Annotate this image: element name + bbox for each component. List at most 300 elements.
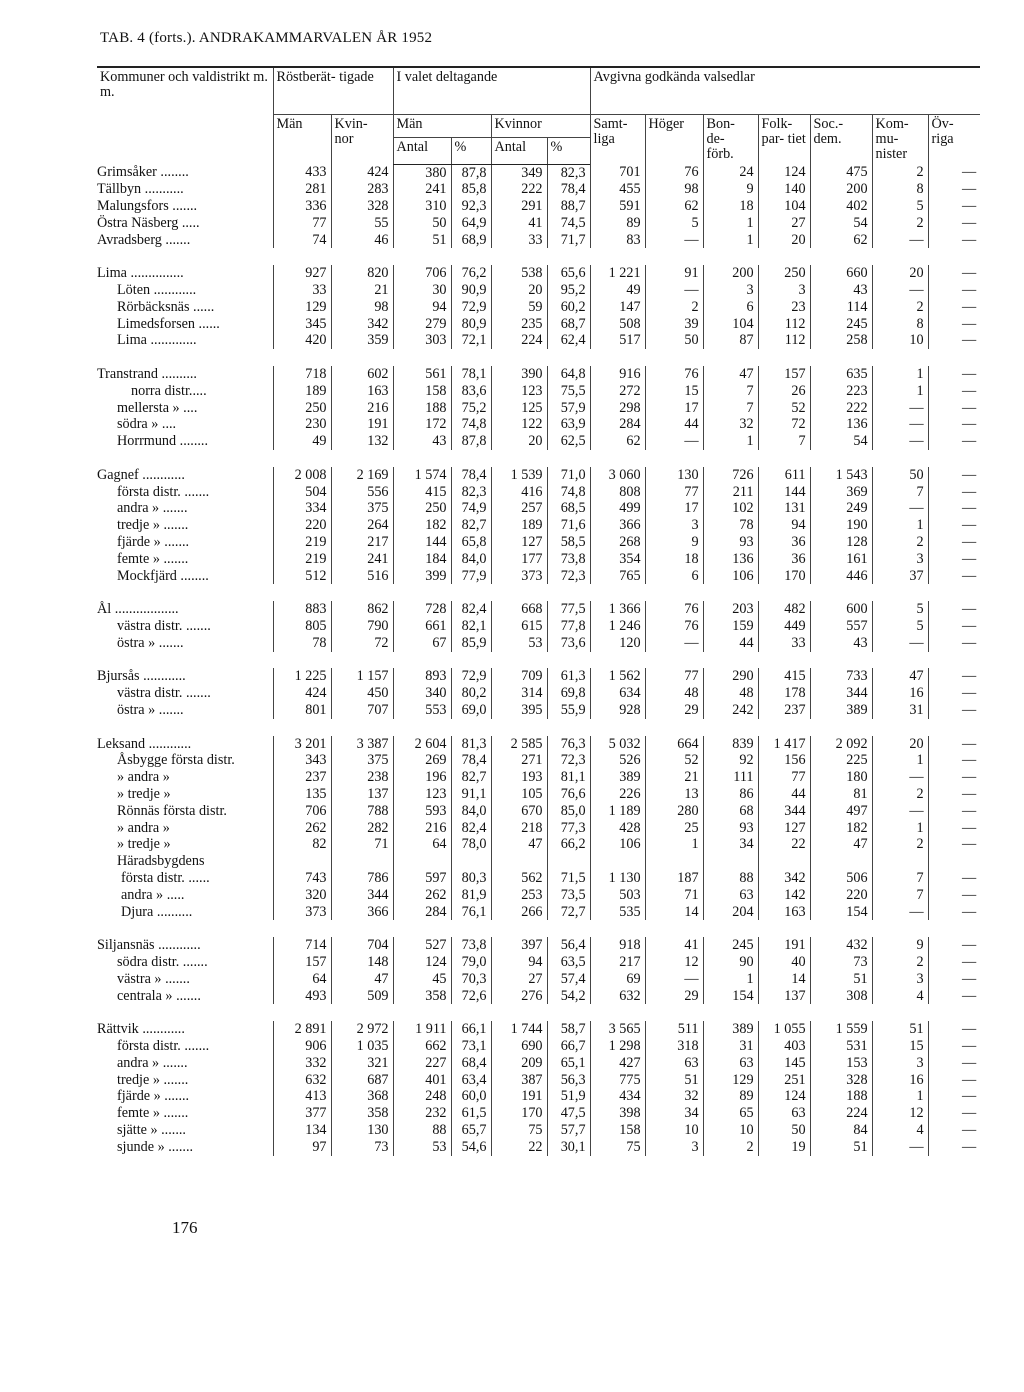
cell-deltag-kvinnor-pct: 73,5: [547, 887, 590, 904]
cell-ovriga: —: [928, 316, 980, 333]
district-name: Malungsfors .......: [97, 198, 198, 215]
cell-bondeforb: 3: [703, 282, 758, 299]
cell-hoger: 76: [645, 601, 703, 618]
cell-folkpartiet: 20: [758, 232, 810, 249]
cell-kvinnor: 424: [331, 164, 393, 181]
cell-man: 3 201: [273, 736, 331, 753]
cell-socdem: 47: [810, 836, 872, 853]
table-row: [97, 820, 980, 837]
cell-deltag-man-antal: 144: [393, 534, 451, 551]
cell-deltag-kvinnor-antal: 125: [491, 400, 547, 417]
cell-folkpartiet: 104: [758, 198, 810, 215]
cell-socdem: 153: [810, 1055, 872, 1072]
cell-socdem: 635: [810, 366, 872, 383]
cell-deltag-kvinnor-antal: 1 539: [491, 467, 547, 484]
cell-man: 134: [273, 1122, 331, 1139]
cell-kommunister: —: [872, 433, 928, 450]
table-row: [97, 181, 980, 198]
cell-hoger: 10: [645, 1122, 703, 1139]
district-name: andra » .......: [117, 500, 188, 517]
cell-bondeforb: 87: [703, 332, 758, 349]
cell-man: 805: [273, 618, 331, 635]
cell-kommunister: 2: [872, 786, 928, 803]
cell-samtliga: 3 565: [590, 1021, 645, 1038]
cell-socdem: 249: [810, 500, 872, 517]
cell-socdem: 220: [810, 887, 872, 904]
cell-kommunister: 12: [872, 1105, 928, 1122]
spacer-cell: [97, 719, 980, 736]
cell-hoger: 39: [645, 316, 703, 333]
cell-deltag-man-pct: 82,7: [451, 517, 491, 534]
spacer-cell: [97, 920, 980, 937]
district-name: Häradsbygdens: [117, 853, 205, 870]
cell-man: 1 225: [273, 668, 331, 685]
cell-deltag-kvinnor-pct: 58,7: [547, 1021, 590, 1038]
cell-hoger: [645, 853, 703, 870]
table-row: [97, 433, 980, 450]
table-row: [97, 618, 980, 635]
cell-deltag-man-pct: 73,1: [451, 1038, 491, 1055]
cell-man: 219: [273, 551, 331, 568]
cell-deltag-man-antal: 284: [393, 904, 451, 921]
cell-samtliga: 83: [590, 232, 645, 249]
cell-samtliga: 503: [590, 887, 645, 904]
cell-deltag-man-antal: 728: [393, 601, 451, 618]
cell-kommunister: 16: [872, 685, 928, 702]
cell-deltag-kvinnor-antal: 670: [491, 803, 547, 820]
cell-samtliga: 455: [590, 181, 645, 198]
cell-socdem: 2 092: [810, 736, 872, 753]
cell-bondeforb: 68: [703, 803, 758, 820]
cell-deltag-man-pct: 74,9: [451, 500, 491, 517]
cell-kommunister: —: [872, 769, 928, 786]
cell-bondeforb: 159: [703, 618, 758, 635]
cell-ovriga: —: [928, 265, 980, 282]
table-row: [97, 904, 980, 921]
cell-socdem: 43: [810, 635, 872, 652]
district-name: Östra Näsberg .....: [97, 214, 200, 231]
cell-kommunister: 4: [872, 1122, 928, 1139]
cell-deltag-kvinnor-antal: 615: [491, 618, 547, 635]
cell-deltag-kvinnor-antal: 59: [491, 299, 547, 316]
cell-ovriga: —: [928, 971, 980, 988]
cell-bondeforb: 24: [703, 164, 758, 181]
cell-kommunister: 7: [872, 870, 928, 887]
cell-deltag-kvinnor-antal: 253: [491, 887, 547, 904]
cell-folkpartiet: 3: [758, 282, 810, 299]
cell-kommunister: 31: [872, 702, 928, 719]
district-name: andra » .....: [121, 886, 185, 903]
cell-ovriga: —: [928, 366, 980, 383]
cell-hoger: 12: [645, 954, 703, 971]
cell-kommunister: 9: [872, 937, 928, 954]
cell-samtliga: 701: [590, 164, 645, 181]
cell-kvinnor: 98: [331, 299, 393, 316]
cell-samtliga: 69: [590, 971, 645, 988]
cell-ovriga: —: [928, 786, 980, 803]
cell-kommunister: 2: [872, 954, 928, 971]
header-kvinnor-short: Kvin- nor: [331, 115, 393, 165]
cell-deltag-man-pct: 72,1: [451, 332, 491, 349]
cell-bondeforb: 389: [703, 1021, 758, 1038]
table-row: [97, 971, 980, 988]
district-name: första distr. .......: [117, 1037, 210, 1054]
header-pct-kvinnor: %: [547, 138, 590, 164]
cell-deltag-man-pct: 64,9: [451, 215, 491, 232]
cell-folkpartiet: 1 055: [758, 1021, 810, 1038]
table-row: [97, 937, 980, 954]
district-name: femte » .......: [117, 1105, 189, 1122]
cell-deltag-kvinnor-pct: 72,3: [547, 568, 590, 585]
district-name: andra » .......: [117, 1054, 188, 1071]
cell-deltag-man-pct: 87,8: [451, 164, 491, 181]
cell-man: 334: [273, 500, 331, 517]
cell-man: 718: [273, 366, 331, 383]
cell-hoger: 91: [645, 265, 703, 282]
cell-ovriga: —: [928, 400, 980, 417]
cell-deltag-kvinnor-pct: 73,8: [547, 551, 590, 568]
cell-folkpartiet: 36: [758, 534, 810, 551]
cell-hoger: 15: [645, 383, 703, 400]
cell-folkpartiet: 251: [758, 1072, 810, 1089]
cell-deltag-man-antal: 310: [393, 198, 451, 215]
spacer-cell: [97, 584, 980, 601]
cell-man: 2 891: [273, 1021, 331, 1038]
cell-socdem: 114: [810, 299, 872, 316]
cell-deltag-kvinnor-antal: 271: [491, 752, 547, 769]
cell-kvinnor: 820: [331, 265, 393, 282]
district-name: första distr. ......: [121, 869, 210, 886]
cell-ovriga: —: [928, 484, 980, 501]
cell-ovriga: —: [928, 820, 980, 837]
cell-deltag-man-pct: 85,8: [451, 181, 491, 198]
cell-ovriga: —: [928, 534, 980, 551]
district-name: Djura ..........: [121, 903, 193, 920]
cell-samtliga: 434: [590, 1088, 645, 1105]
cell-deltag-kvinnor-pct: 77,8: [547, 618, 590, 635]
cell-deltag-man-antal: 188: [393, 400, 451, 417]
district-name: Ål ..................: [97, 601, 179, 618]
cell-samtliga: 517: [590, 332, 645, 349]
cell-socdem: 328: [810, 1072, 872, 1089]
cell-deltag-kvinnor-antal: 690: [491, 1038, 547, 1055]
cell-hoger: 1: [645, 836, 703, 853]
cell-folkpartiet: 342: [758, 870, 810, 887]
district-name: Gagnef ............: [97, 466, 185, 483]
cell-ovriga: —: [928, 1072, 980, 1089]
table-row: [97, 702, 980, 719]
cell-man: 281: [273, 181, 331, 198]
cell-bondeforb: 1: [703, 971, 758, 988]
cell-folkpartiet: 144: [758, 484, 810, 501]
cell-samtliga: 1 366: [590, 601, 645, 618]
cell-ovriga: —: [928, 1105, 980, 1122]
cell-bondeforb: 726: [703, 467, 758, 484]
cell-deltag-man-pct: 73,8: [451, 937, 491, 954]
cell-deltag-kvinnor-antal: 397: [491, 937, 547, 954]
cell-deltag-man-pct: 78,1: [451, 366, 491, 383]
cell-samtliga: 226: [590, 786, 645, 803]
cell-kvinnor: 707: [331, 702, 393, 719]
cell-ovriga: —: [928, 769, 980, 786]
header-rostberattigade: Röstberät- tigade: [273, 67, 393, 115]
cell-man: 129: [273, 299, 331, 316]
district-name: östra » .......: [117, 634, 184, 651]
cell-kvinnor: 2 169: [331, 467, 393, 484]
cell-samtliga: 49: [590, 282, 645, 299]
cell-deltag-man-antal: 561: [393, 366, 451, 383]
cell-deltag-man-antal: 893: [393, 668, 451, 685]
cell-deltag-man-pct: 82,4: [451, 820, 491, 837]
cell-deltag-kvinnor-pct: 61,3: [547, 668, 590, 685]
cell-samtliga: 389: [590, 769, 645, 786]
cell-folkpartiet: [758, 853, 810, 870]
cell-hoger: —: [645, 282, 703, 299]
cell-socdem: 51: [810, 1139, 872, 1156]
cell-deltag-kvinnor-antal: 395: [491, 702, 547, 719]
cell-socdem: 1 543: [810, 467, 872, 484]
cell-deltag-man-antal: 50: [393, 215, 451, 232]
district-name: Horrmund ........: [117, 433, 209, 450]
cell-kvinnor: 509: [331, 988, 393, 1005]
cell-deltag-man-antal: 340: [393, 685, 451, 702]
cell-socdem: 190: [810, 517, 872, 534]
table-row: [97, 1038, 980, 1055]
cell-ovriga: —: [928, 1139, 980, 1156]
cell-hoger: 48: [645, 685, 703, 702]
cell-samtliga: 808: [590, 484, 645, 501]
cell-kommunister: —: [872, 500, 928, 517]
table-row: [97, 416, 980, 433]
cell-kommunister: 16: [872, 1072, 928, 1089]
cell-man: 33: [273, 282, 331, 299]
cell-kvinnor: 3 387: [331, 736, 393, 753]
cell-folkpartiet: 344: [758, 803, 810, 820]
header-bondeforb: Bon- de- förb.: [703, 115, 758, 165]
cell-samtliga: 75: [590, 1139, 645, 1156]
cell-deltag-man-antal: 227: [393, 1055, 451, 1072]
cell-deltag-kvinnor-pct: 88,7: [547, 198, 590, 215]
cell-samtliga: 526: [590, 752, 645, 769]
cell-deltag-man-pct: 78,4: [451, 467, 491, 484]
cell-samtliga: 89: [590, 215, 645, 232]
cell-kvinnor: 216: [331, 400, 393, 417]
cell-kommunister: 3: [872, 551, 928, 568]
cell-man: 250: [273, 400, 331, 417]
cell-deltag-kvinnor-antal: 22: [491, 1139, 547, 1156]
cell-kommunister: 2: [872, 836, 928, 853]
cell-hoger: 29: [645, 988, 703, 1005]
cell-ovriga: —: [928, 836, 980, 853]
cell-samtliga: 1 221: [590, 265, 645, 282]
cell-ovriga: —: [928, 601, 980, 618]
cell-kommunister: 2: [872, 215, 928, 232]
district-name: Rörbäcksnäs ......: [117, 298, 215, 315]
cell-bondeforb: 136: [703, 551, 758, 568]
cell-socdem: 733: [810, 668, 872, 685]
cell-deltag-kvinnor-pct: 66,7: [547, 1038, 590, 1055]
cell-kommunister: —: [872, 400, 928, 417]
cell-deltag-kvinnor-antal: 127: [491, 534, 547, 551]
cell-man: 345: [273, 316, 331, 333]
cell-ovriga: —: [928, 332, 980, 349]
cell-kommunister: 1: [872, 752, 928, 769]
header-deltagande: I valet deltagande: [393, 67, 590, 115]
cell-hoger: 76: [645, 366, 703, 383]
cell-deltag-kvinnor-antal: 709: [491, 668, 547, 685]
district-name: mellersta » ....: [117, 399, 198, 416]
cell-ovriga: —: [928, 618, 980, 635]
district-name: femte » .......: [117, 550, 189, 567]
cell-folkpartiet: 94: [758, 517, 810, 534]
cell-socdem: 245: [810, 316, 872, 333]
cell-kommunister: 1: [872, 383, 928, 400]
cell-kommunister: —: [872, 904, 928, 921]
cell-deltag-kvinnor-antal: 20: [491, 282, 547, 299]
district-name: » tredje »: [117, 836, 171, 853]
cell-deltag-kvinnor-pct: 74,5: [547, 215, 590, 232]
cell-hoger: 2: [645, 299, 703, 316]
row-spacer: [97, 1004, 980, 1021]
cell-bondeforb: 34: [703, 836, 758, 853]
cell-man: 906: [273, 1038, 331, 1055]
cell-samtliga: 775: [590, 1072, 645, 1089]
cell-deltag-kvinnor-antal: 416: [491, 484, 547, 501]
cell-hoger: —: [645, 635, 703, 652]
cell-man: 74: [273, 232, 331, 249]
cell-deltag-kvinnor-antal: 53: [491, 635, 547, 652]
cell-kommunister: 3: [872, 971, 928, 988]
district-name: Rönnäs första distr.: [117, 802, 227, 819]
cell-samtliga: 62: [590, 433, 645, 450]
cell-deltag-kvinnor-antal: 235: [491, 316, 547, 333]
cell-samtliga: 3 060: [590, 467, 645, 484]
district-name: tredje » .......: [117, 1071, 189, 1088]
cell-samtliga: 508: [590, 316, 645, 333]
cell-deltag-man-pct: 72,6: [451, 988, 491, 1005]
cell-folkpartiet: 237: [758, 702, 810, 719]
cell-samtliga: 158: [590, 1122, 645, 1139]
cell-kommunister: 7: [872, 887, 928, 904]
cell-kvinnor: 375: [331, 752, 393, 769]
cell-socdem: 84: [810, 1122, 872, 1139]
cell-deltag-man-antal: 415: [393, 484, 451, 501]
cell-kvinnor: 687: [331, 1072, 393, 1089]
cell-folkpartiet: 137: [758, 988, 810, 1005]
header-ovriga: Öv- riga: [928, 115, 980, 165]
cell-deltag-man-pct: 78,0: [451, 836, 491, 853]
cell-bondeforb: 203: [703, 601, 758, 618]
cell-deltag-kvinnor-pct: 76,3: [547, 736, 590, 753]
cell-socdem: 225: [810, 752, 872, 769]
cell-deltag-kvinnor-antal: 193: [491, 769, 547, 786]
table-row: [97, 198, 980, 215]
cell-kvinnor: 130: [331, 1122, 393, 1139]
district-name: fjärde » .......: [117, 534, 190, 551]
cell-deltag-man-antal: 1 574: [393, 467, 451, 484]
cell-folkpartiet: 112: [758, 332, 810, 349]
cell-ovriga: —: [928, 752, 980, 769]
table-row: [97, 332, 980, 349]
cell-folkpartiet: 72: [758, 416, 810, 433]
cell-deltag-kvinnor-antal: 20: [491, 433, 547, 450]
row-spacer: [97, 248, 980, 265]
header-hoger: Höger: [645, 115, 703, 165]
cell-ovriga: —: [928, 870, 980, 887]
cell-kommunister: 2: [872, 534, 928, 551]
cell-samtliga: 398: [590, 1105, 645, 1122]
cell-deltag-man-antal: 661: [393, 618, 451, 635]
cell-bondeforb: 65: [703, 1105, 758, 1122]
cell-hoger: 187: [645, 870, 703, 887]
cell-man: 157: [273, 954, 331, 971]
table-row: [97, 870, 980, 887]
cell-deltag-kvinnor-pct: 57,4: [547, 971, 590, 988]
cell-folkpartiet: 77: [758, 769, 810, 786]
cell-kvinnor: 163: [331, 383, 393, 400]
cell-folkpartiet: 19: [758, 1139, 810, 1156]
cell-socdem: 180: [810, 769, 872, 786]
cell-ovriga: —: [928, 685, 980, 702]
cell-man: 433: [273, 164, 331, 181]
cell-deltag-man-pct: 66,1: [451, 1021, 491, 1038]
cell-socdem: 200: [810, 181, 872, 198]
spacer-cell: [97, 652, 980, 669]
cell-samtliga: 632: [590, 988, 645, 1005]
cell-bondeforb: 1: [703, 215, 758, 232]
cell-bondeforb: 63: [703, 1055, 758, 1072]
table-body: [97, 164, 980, 1156]
cell-bondeforb: 90: [703, 954, 758, 971]
table-row: [97, 383, 980, 400]
cell-hoger: 76: [645, 618, 703, 635]
cell-deltag-kvinnor-antal: 291: [491, 198, 547, 215]
cell-kommunister: 1: [872, 1088, 928, 1105]
cell-folkpartiet: 145: [758, 1055, 810, 1072]
cell-kommunister: 37: [872, 568, 928, 585]
cell-deltag-kvinnor-pct: [547, 853, 590, 870]
district-name: » andra »: [117, 769, 170, 786]
cell-deltag-man-pct: 72,9: [451, 299, 491, 316]
cell-samtliga: 916: [590, 366, 645, 383]
cell-deltag-kvinnor-pct: 62,5: [547, 433, 590, 450]
cell-deltag-kvinnor-pct: 78,4: [547, 181, 590, 198]
cell-ovriga: —: [928, 299, 980, 316]
district-name: sjunde » .......: [117, 1138, 194, 1155]
cell-ovriga: —: [928, 181, 980, 198]
cell-deltag-man-antal: 216: [393, 820, 451, 837]
cell-hoger: 71: [645, 887, 703, 904]
header-kommuner: Kommuner och valdistrikt m. m.: [97, 67, 273, 164]
cell-man: 220: [273, 517, 331, 534]
cell-bondeforb: 32: [703, 416, 758, 433]
cell-deltag-man-pct: 84,0: [451, 551, 491, 568]
cell-deltag-kvinnor-pct: 58,5: [547, 534, 590, 551]
cell-deltag-man-antal: 593: [393, 803, 451, 820]
cell-socdem: 308: [810, 988, 872, 1005]
table-row: [97, 685, 980, 702]
cell-folkpartiet: 156: [758, 752, 810, 769]
cell-kommunister: —: [872, 416, 928, 433]
cell-folkpartiet: 163: [758, 904, 810, 921]
cell-socdem: 402: [810, 198, 872, 215]
table-row: [97, 215, 980, 232]
table-header: [97, 67, 980, 164]
cell-deltag-kvinnor-pct: 73,6: [547, 635, 590, 652]
cell-man: 632: [273, 1072, 331, 1089]
cell-bondeforb: 290: [703, 668, 758, 685]
cell-ovriga: —: [928, 803, 980, 820]
